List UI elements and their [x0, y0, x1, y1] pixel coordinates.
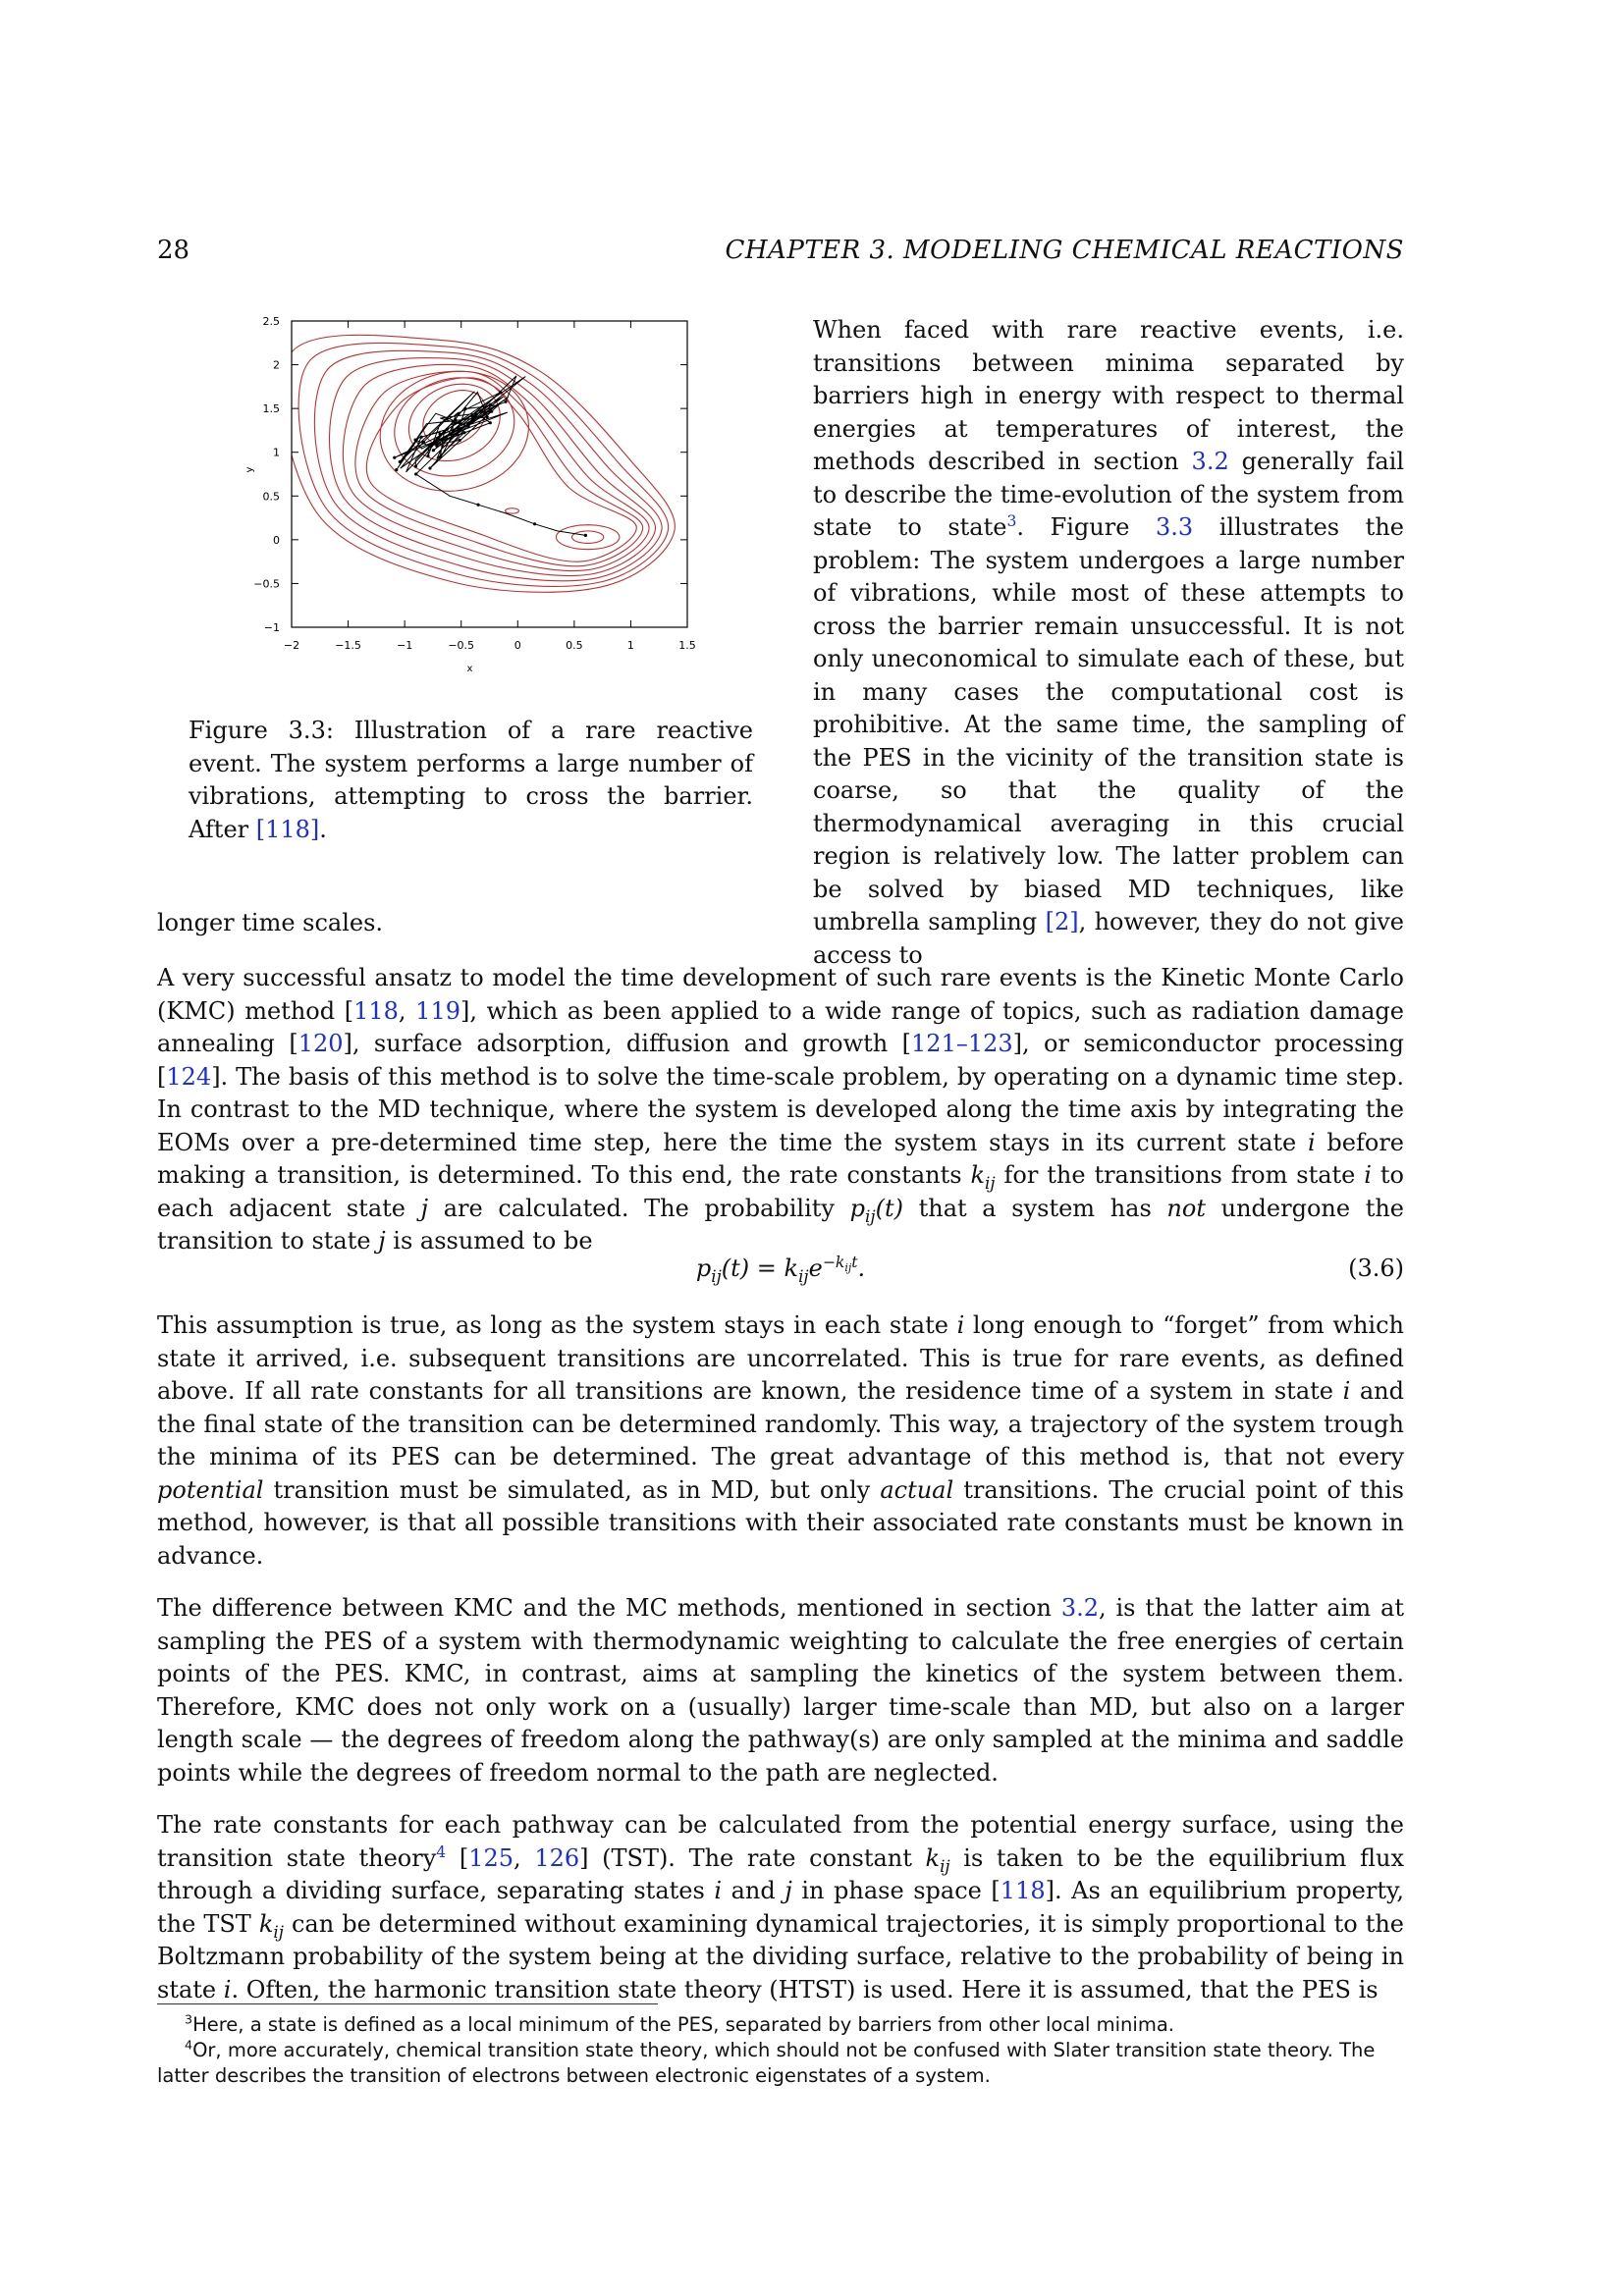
footnote-3: $^3$Here, a state is defined as a local minimum of the PES, separated by barriers from other local minima.: [185, 2011, 1174, 2036]
citation-link[interactable]: [118]: [255, 815, 320, 843]
pes-contours: [282, 335, 675, 592]
contour-line: [556, 525, 620, 550]
trajectory-point: [393, 456, 396, 459]
trajectory-point: [414, 472, 417, 475]
citation-link[interactable]: 126: [534, 1843, 580, 1872]
trajectory-point: [428, 466, 431, 469]
citation-link[interactable]: 124: [166, 1062, 212, 1091]
trajectory-point: [449, 437, 452, 440]
trajectory-point: [486, 415, 489, 418]
footnote-rule: [157, 2003, 658, 2004]
trajectory-point: [476, 504, 479, 507]
x-tick-label: 0.5: [566, 639, 583, 652]
trajectory-point: [456, 433, 459, 436]
citation-link[interactable]: 118: [353, 996, 399, 1025]
y-tick-label: 2.5: [262, 315, 280, 328]
trajectory-point: [499, 391, 502, 394]
x-tick-label: −1.5: [335, 639, 361, 652]
axes: [244, 315, 696, 674]
caption-label: Figure 3.3:: [189, 717, 334, 744]
trajectory-point: [422, 441, 425, 444]
footnote-marker-4[interactable]: 4: [436, 1842, 447, 1861]
y-tick-label: 1.5: [262, 402, 280, 416]
y-tick-label: 2: [273, 358, 280, 372]
continuation-line: longer time scales.: [157, 909, 384, 936]
trajectory-point: [490, 410, 493, 413]
trajectory-point: [446, 428, 449, 431]
trajectory-point: [462, 431, 465, 434]
contour-line: [298, 343, 669, 586]
x-tick-label: 1: [626, 639, 634, 652]
page-number: 28: [157, 236, 190, 265]
citation-link[interactable]: 118: [1000, 1877, 1046, 1904]
equation-number: (3.6): [1348, 1255, 1404, 1282]
trajectory-point: [432, 449, 435, 452]
x-tick-label: −1: [397, 639, 413, 652]
trajectory-point: [464, 407, 467, 410]
trajectory-point: [414, 439, 417, 442]
section-link[interactable]: 3.2: [1060, 1594, 1099, 1622]
trajectory-point: [471, 414, 474, 417]
trajectory-point: [420, 436, 423, 439]
trajectory-point: [426, 454, 429, 457]
trajectory-point: [454, 418, 457, 421]
trajectory-point: [489, 403, 492, 406]
contour-line: [330, 358, 656, 576]
trajectory-point: [504, 400, 507, 403]
right-column-text: When faced with rare reactive events, i.e. transitions between minima separated by barriers high in energy with respect to thermal energies at temperatures of interest, the methods described in section 3.2 generally fail to describe the time-evolution of the system from state to state$^3$. Figure 3.3 illustrates the problem: The system undergoes a large number of vibrations, while most of these attempts to cross the barrier remain unsuccessful. It is not only uneconomical to simulate each of these, but in many cases the computational cost is prohibitive. At the same time, the sampling of the PES in the vicinity of the transition state is coarse, so that the quality of the thermodynamical averaging in this crucial region is relatively low. The latter problem can be solved by biased MD techniques, like umbrella sampling [2], however, they do not give access to: [813, 316, 1405, 969]
chapter-title: CHAPTER 3. MODELING CHEMICAL REACTIONS: [725, 236, 1404, 265]
trajectory-point: [584, 534, 587, 537]
citation-link[interactable]: 120: [298, 1030, 344, 1057]
x-tick-label: 0: [514, 639, 521, 652]
equation-3-6: [157, 1255, 1404, 1290]
contour-line: [506, 508, 519, 513]
footnote-marker-3[interactable]: 3: [1006, 512, 1017, 530]
running-header: [157, 236, 1404, 275]
citation-link[interactable]: [2]: [1045, 908, 1079, 935]
citation-link[interactable]: 125: [468, 1843, 514, 1872]
trajectory-point: [395, 468, 398, 471]
paragraph-kmc-vs-mc: The difference between KMC and the MC methods, mentioned in section 3.2, is that the latter aim at sampling the PES of a system with thermodynamic weighting to calculate the free energies of certain points of the PES. KMC, in contrast, aims at sampling the kinetics of the system between them. Therefore, KMC does not only work on a (usually) larger time-scale than MD, but also on a larger length scale — the degrees of freedom along the pathway(s) are only sampled at the minima and saddle points while the degrees of freedom normal to the path are neglected.: [157, 1594, 1404, 1787]
y-tick-label: 0.5: [262, 490, 280, 504]
trajectory-point: [457, 412, 460, 415]
trajectory-point: [414, 465, 417, 468]
trajectory-point: [533, 522, 536, 525]
trajectory-point: [439, 433, 442, 436]
y-tick-label: 1: [273, 446, 280, 459]
x-tick-label: −0.5: [448, 639, 475, 652]
x-tick-label: 1.5: [678, 639, 696, 652]
trajectory-point: [489, 421, 492, 424]
equation-body: $p_{ij}(t) = k_{ij}e^{-k_{ij}t}$.: [695, 1254, 866, 1286]
paragraph-kmc: A very successful ansatz to model the time development of such rare events is the Kinetic Monte Carlo (KMC) method [118, 119], which as been applied to a wide range of topics, such as radiation damage annealing [120], surface adsorption, diffusion and growth [121–123], or semiconductor processing [124]. The basis of this method is to solve the time-scale problem, by operating on a dynamic time step. In contrast to the MD technique, where the system is developed along the time axis by integrating the EOMs over a pre-determined time step, here the time the system stays in its current state i before making a transition, is determined. To this end, the rate constants $k_{ij}$ for the transitions from state i to each adjacent state j are calculated. The probability $p_{ij}(t)$ that a system has not undergone the transition to state j is assumed to be: [157, 964, 1404, 1255]
x-axis-label: x: [466, 664, 473, 674]
trajectory-point: [459, 439, 461, 442]
figure-caption: Figure 3.3: Illustration of a rare reactive event. The system performs a large number of vibrations, attempting to cross the barrier. After [118].: [189, 717, 753, 843]
contour-line: [395, 378, 514, 476]
citation-link[interactable]: 119: [415, 996, 460, 1025]
figure-link[interactable]: 3.3: [1155, 513, 1194, 541]
section-link[interactable]: 3.2: [1191, 448, 1229, 475]
citation-link[interactable]: 121–123: [911, 1030, 1013, 1057]
contour-plot: [157, 314, 785, 726]
y-tick-label: −0.5: [253, 577, 280, 591]
footnotes: [157, 2012, 1404, 2089]
trajectory-point: [435, 445, 438, 448]
trajectory-point: [467, 425, 470, 428]
x-tick-label: −2: [283, 639, 300, 652]
figure-3-3: [157, 314, 785, 726]
y-tick-label: −1: [263, 621, 280, 634]
contour-line: [355, 371, 643, 566]
trajectory-point: [399, 460, 402, 463]
footnote-4: $^4$Or, more accurately, chemical transition state theory, which should not be confused with Slater transition state theory. The latter describes the transition of electrons between electronic eigenstates of a system.: [157, 2037, 1376, 2087]
y-axis-label: y: [244, 466, 255, 473]
caption-text: Illustration of a rare reactive event. The system performs a large number of vibrations, attempting to cross the barrier. After: [189, 717, 753, 843]
y-tick-label: 0: [273, 533, 280, 547]
paragraph-assumption: This assumption is true, as long as the system stays in each state i long enough to “forget” from which state it arrived, i.e. subsequent transitions are uncorrelated. This is true for rare events, as defined above. If all rate constants for all transitions are known, the residence time of a system in state i and the final state of the transition can be determined randomly. This way, a trajectory of the system trough the minima of its PES can be determined. The great advantage of this method is, that not every potential transition must be simulated, as in MD, but only actual transitions. The crucial point of this method, however, is that all possible transitions with their associated rate constants must be known in advance. The difference between KMC and the MC methods, mentioned in section 3.2, is that the latter aim at sampling the PES of a system with thermodynamic weighting to calculate the free energies of certain points of the PES. KMC, in contrast, aims at sampling the kinetics of the system between them. Therefore, KMC does not only work on a (usually) larger time-scale than MD, but also on a larger length scale — the degrees of freedom along the pathway(s) are only sampled at the minima and saddle points while the degrees of freedom normal to the path are neglected. The rate constants for each pathway can be calculated from the potential energy surface, using the transition state theory$^4$ [125, 126] (TST). The rate constant $k_{ij}$ is taken to be the equilibrium flux through a dividing surface, separating states i and j in phase space [118]. As an equilibrium property, the TST $k_{ij}$ can be determined without examining dynamical trajectories, it is simply proportional to the Boltzmann probability of the system being at the dividing surface, relative to the probability of being in state i. Often, the harmonic transition state theory (HTST) is used. Here it is assumed, that the PES is: [157, 1309, 1404, 2026]
contour-line: [572, 531, 604, 544]
paragraph-tst: The rate constants for each pathway can be calculated from the potential energy surface, using the transition state theory$^4$ [125, 126] (TST). The rate constant $k_{ij}$ is taken to be the equilibrium flux through a dividing surface, separating states i and j in phase space [118]. As an equilibrium property, the TST $k_{ij}$ can be determined without examining dynamical trajectories, it is simply proportional to the Boltzmann probability of the system being at the dividing surface, relative to the probability of being in state i. Often, the harmonic transition state theory (HTST) is used. Here it is assumed, that the PES is: [157, 1811, 1405, 2003]
trajectory-point: [443, 430, 446, 433]
